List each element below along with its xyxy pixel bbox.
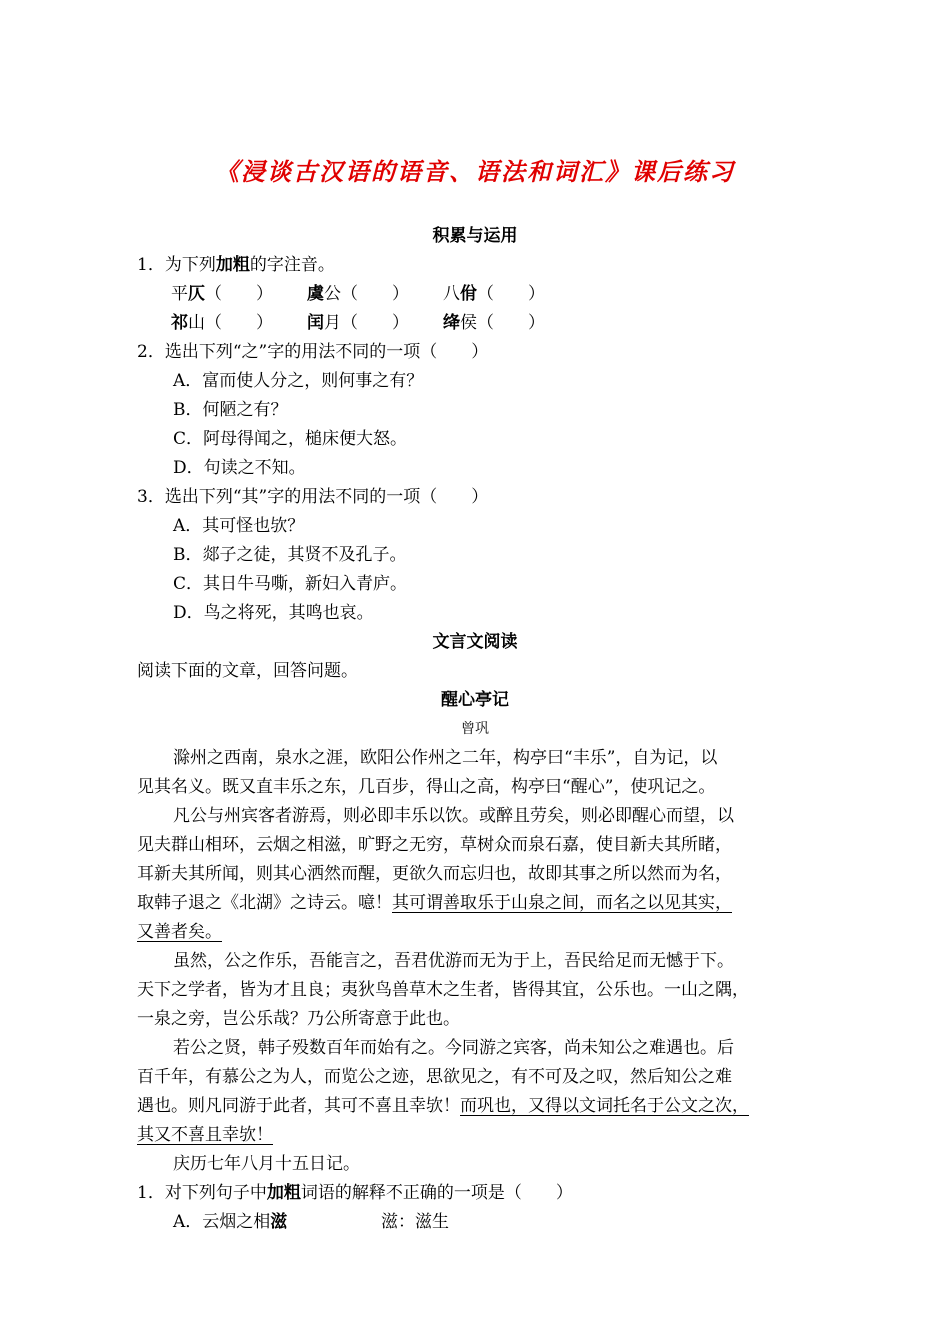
question-2: 2．选出下列“之”字的用法不同的一项（ ）: [137, 342, 489, 362]
option: A．其可怪也欤？: [173, 516, 305, 536]
essay-line: 滁州之西南，泉水之涯，欧阳公作州之二年，构亭曰“丰乐”，自为记，以: [173, 748, 718, 768]
underlined-sentence: 而巩也，又得以文词托名于公文之次，: [460, 1096, 749, 1116]
essay-line: 天下之学者，皆为才且良；夷狄鸟兽草木之生者，皆得其宜，公乐也。一山之隅，: [137, 980, 749, 1000]
essay-author: 曾巩: [461, 721, 489, 737]
option: A．云烟之相滋 滋：滋生: [173, 1212, 449, 1232]
essay-line: 见其名义。既又直丰乐之东，几百步，得山之高，构亭曰“醒心”，使巩记之。: [137, 777, 716, 797]
option: C．阿母得闻之，槌床便大怒。: [173, 429, 408, 449]
essay-line: 凡公与州宾客者游焉，则必即丰乐以饮。或醉且劳矣，则必即醒心而望，以: [173, 806, 734, 826]
pinyin-item: 祁山（ ）: [171, 313, 273, 333]
underlined-sentence: 其可谓善取乐于山泉之间，而名之以见其实，: [392, 893, 732, 913]
essay-line: 见夫群山相环，云烟之相滋，旷野之无穷，草树众而泉石嘉，使目新夫其所睹，: [137, 835, 732, 855]
pinyin-item: 绛侯（ ）: [443, 313, 545, 333]
underlined-sentence: 其又不喜且幸欤！: [137, 1125, 273, 1145]
document-body: [137, 222, 813, 1237]
document-title: 《浸谈古汉语的语音、语法和词汇》课后练习: [215, 157, 735, 186]
section-heading: 文言文阅读: [432, 632, 518, 652]
reading-question-1: 1．对下列句子中加粗词语的解释不正确的一项是（ ）: [137, 1183, 573, 1203]
pinyin-item: 八佾（ ）: [443, 284, 545, 304]
essay-line: 取韩子退之《北湖》之诗云。噫！其可谓善取乐于山泉之间，而名之以见其实，: [137, 893, 732, 913]
reading-instruction: 阅读下面的文章，回答问题。: [137, 661, 358, 681]
essay-line: 虽然，公之作乐，吾能言之，吾君优游而无为于上，吾民给足而无憾于下。: [173, 951, 734, 971]
essay-line: 一泉之旁，岂公乐哉？乃公所寄意于此也。: [137, 1009, 460, 1029]
essay-line: 耳新夫其所闻，则其心洒然而醒，更欲久而忘归也，故即其事之所以然而为名，: [137, 864, 732, 884]
essay-line: 百千年，有慕公之为人，而览公之迹，思欲见之，有不可及之叹，然后知公之难: [137, 1067, 732, 1087]
section-heading: 积累与运用: [432, 226, 518, 246]
essay-title: 醒心亭记: [441, 690, 509, 710]
option: A．富而使人分之，则何事之有？: [173, 371, 424, 391]
pinyin-item: 平仄（ ）: [171, 284, 273, 304]
pinyin-row: [137, 280, 813, 309]
pinyin-item: 闰月（ ）: [307, 313, 409, 333]
essay-date: 庆历七年八月十五日记。: [173, 1154, 360, 1174]
option: C．其日牛马嘶，新妇入青庐。: [173, 574, 408, 594]
essay-line: 遇也。则凡同游于此者，其可不喜且幸欤！而巩也，又得以文词托名于公文之次，: [137, 1096, 749, 1116]
option: D．句读之不知。: [173, 458, 306, 478]
essay-line: [137, 918, 813, 947]
question-1: 1．为下列加粗的字注音。: [137, 255, 335, 275]
question-3: 3．选出下列“其”字的用法不同的一项（ ）: [137, 487, 489, 507]
underlined-sentence: 又善者矣。: [137, 922, 222, 942]
pinyin-item: 虞公（ ）: [307, 284, 409, 304]
option: B．何陋之有？: [173, 400, 288, 420]
pinyin-row: [137, 309, 813, 338]
option: B．郯子之徒，其贤不及孔子。: [173, 545, 407, 565]
essay-line: 若公之贤，韩子殁数百年而始有之。今同游之宾客，尚未知公之难遇也。后: [173, 1038, 734, 1058]
essay-line: [137, 1121, 813, 1150]
option: D．鸟之将死，其鸣也哀。: [173, 603, 374, 623]
